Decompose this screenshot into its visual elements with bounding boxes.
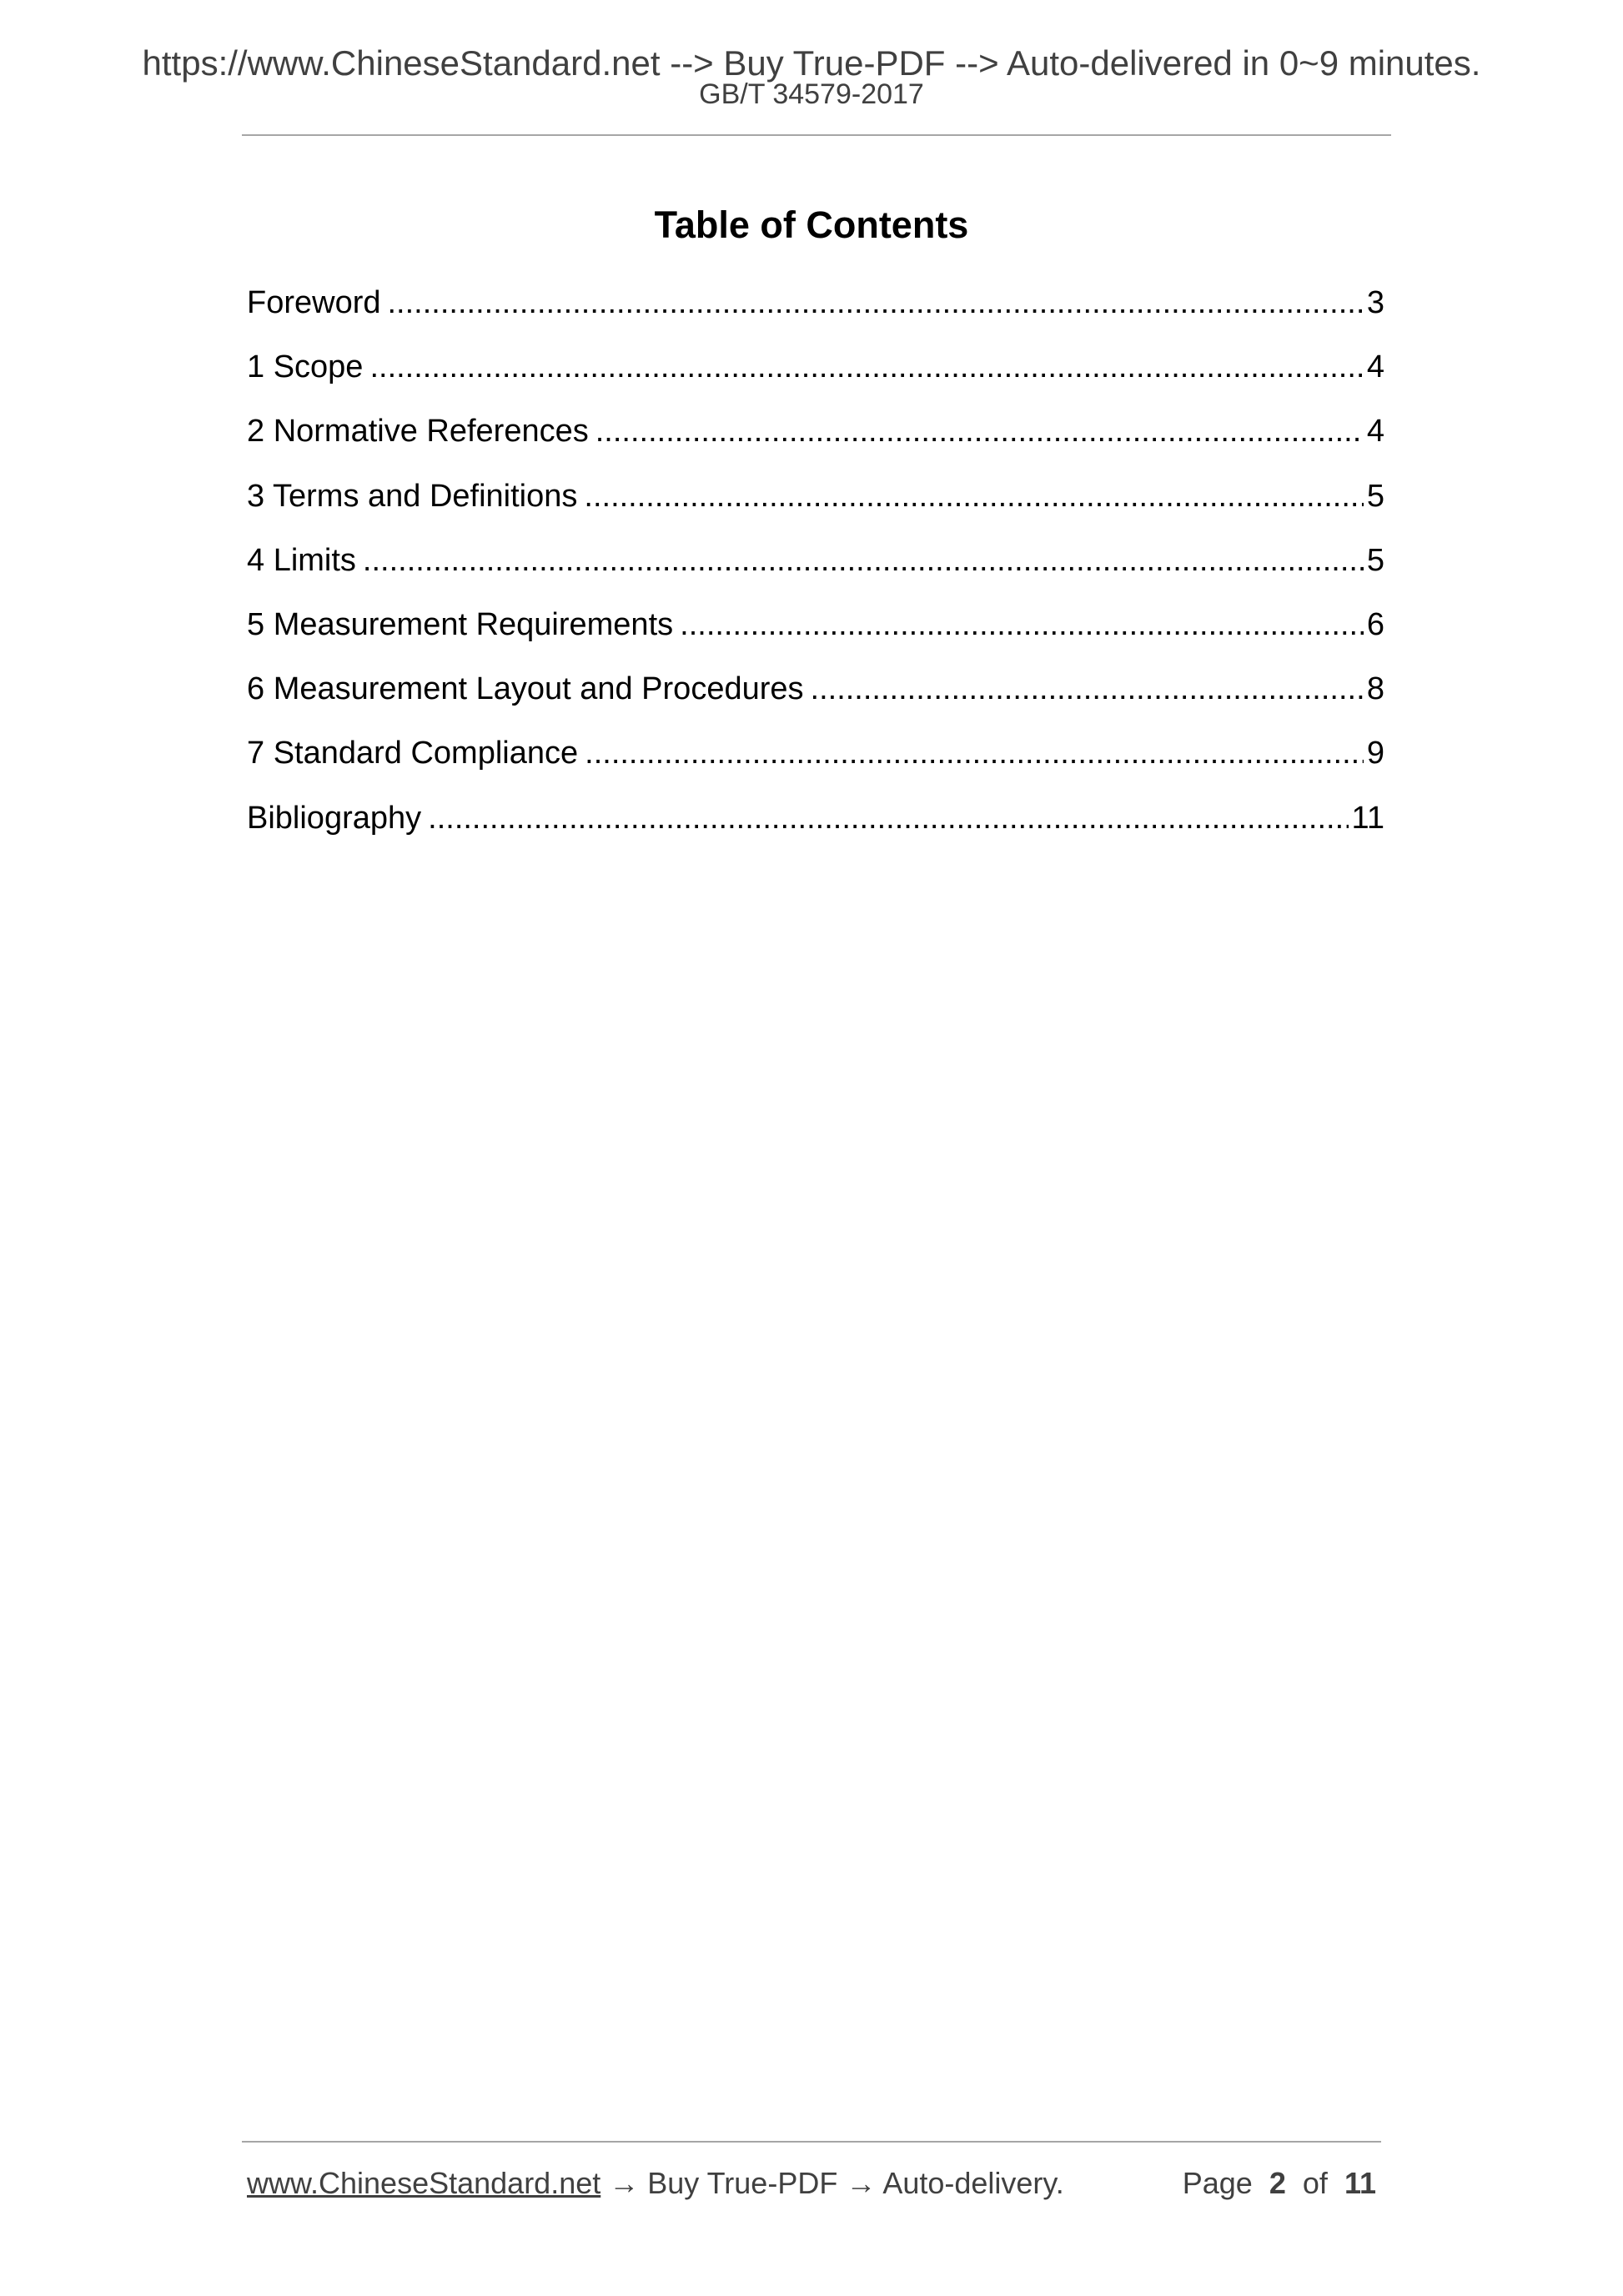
- footer-tagline: [247, 2165, 1064, 2202]
- page-word: Page: [1182, 2166, 1253, 2200]
- toc-entry-label: 3 Terms and Definitions: [247, 478, 578, 514]
- toc-entry-label: 6 Measurement Layout and Procedures: [247, 671, 804, 707]
- toc-entry-foreword[interactable]: [247, 280, 1384, 344]
- toc-entry-label: 2 Normative References: [247, 414, 589, 450]
- toc-entry-terms-and-definitions[interactable]: [247, 474, 1384, 538]
- toc-entry-label: 7 Standard Compliance: [247, 736, 579, 771]
- toc-dot-leader: [428, 796, 1348, 841]
- toc-entry-label: 5 Measurement Requirements: [247, 606, 674, 642]
- toc-dot-leader: [811, 666, 1364, 711]
- header-divider: [242, 134, 1391, 136]
- toc-entry-measurement-requirements[interactable]: [247, 602, 1384, 666]
- toc-dot-leader: [585, 731, 1364, 776]
- toc-dot-leader: [388, 280, 1364, 325]
- footer-divider: [242, 2141, 1381, 2143]
- toc-entry-page: 4: [1366, 414, 1384, 450]
- toc-entry-label: Bibliography: [247, 800, 422, 836]
- top-banner: https://www.ChineseStandard.net --> Buy True-PDF --> Auto-delivered in 0~9 minutes.: [142, 43, 1481, 83]
- toc-dot-leader: [584, 474, 1363, 519]
- toc-entry-label: Foreword: [247, 285, 381, 320]
- toc-entry-bibliography[interactable]: [247, 796, 1384, 860]
- toc-entry-page: 5: [1366, 542, 1384, 578]
- toc-dot-leader: [595, 409, 1364, 454]
- toc-list: [247, 280, 1384, 860]
- toc-entry-label: 4 Limits: [247, 542, 356, 578]
- toc-dot-leader: [680, 602, 1364, 647]
- toc-entry-limits[interactable]: [247, 538, 1384, 602]
- toc-entry-page: 5: [1366, 478, 1384, 514]
- toc-title: Table of Contents: [654, 203, 969, 246]
- toc-entry-measurement-layout[interactable]: [247, 666, 1384, 731]
- toc-entry-page: 6: [1366, 606, 1384, 642]
- page-total: 11: [1344, 2166, 1376, 2200]
- toc-entry-page: 8: [1366, 671, 1384, 707]
- toc-entry-page: 11: [1351, 800, 1384, 836]
- toc-entry-scope[interactable]: [247, 344, 1384, 409]
- toc-dot-leader: [363, 538, 1364, 583]
- footer-tagline-text: → Buy True-PDF → Auto-delivery.: [600, 2166, 1064, 2200]
- footer-site-link[interactable]: www.ChineseStandard.net: [247, 2166, 601, 2200]
- toc-entry-standard-compliance[interactable]: [247, 731, 1384, 795]
- toc-entry-page: 3: [1366, 285, 1384, 320]
- page-indicator: [1183, 2165, 1376, 2202]
- toc-entry-page: 9: [1366, 736, 1384, 771]
- toc-entry-page: 4: [1366, 349, 1384, 385]
- toc-entry-normative-references[interactable]: [247, 409, 1384, 473]
- page-of-word: of: [1302, 2166, 1328, 2200]
- toc-entry-label: 1 Scope: [247, 349, 364, 385]
- page-current: 2: [1269, 2166, 1286, 2200]
- toc-dot-leader: [369, 344, 1363, 389]
- document-code: GB/T 34579-2017: [699, 78, 924, 110]
